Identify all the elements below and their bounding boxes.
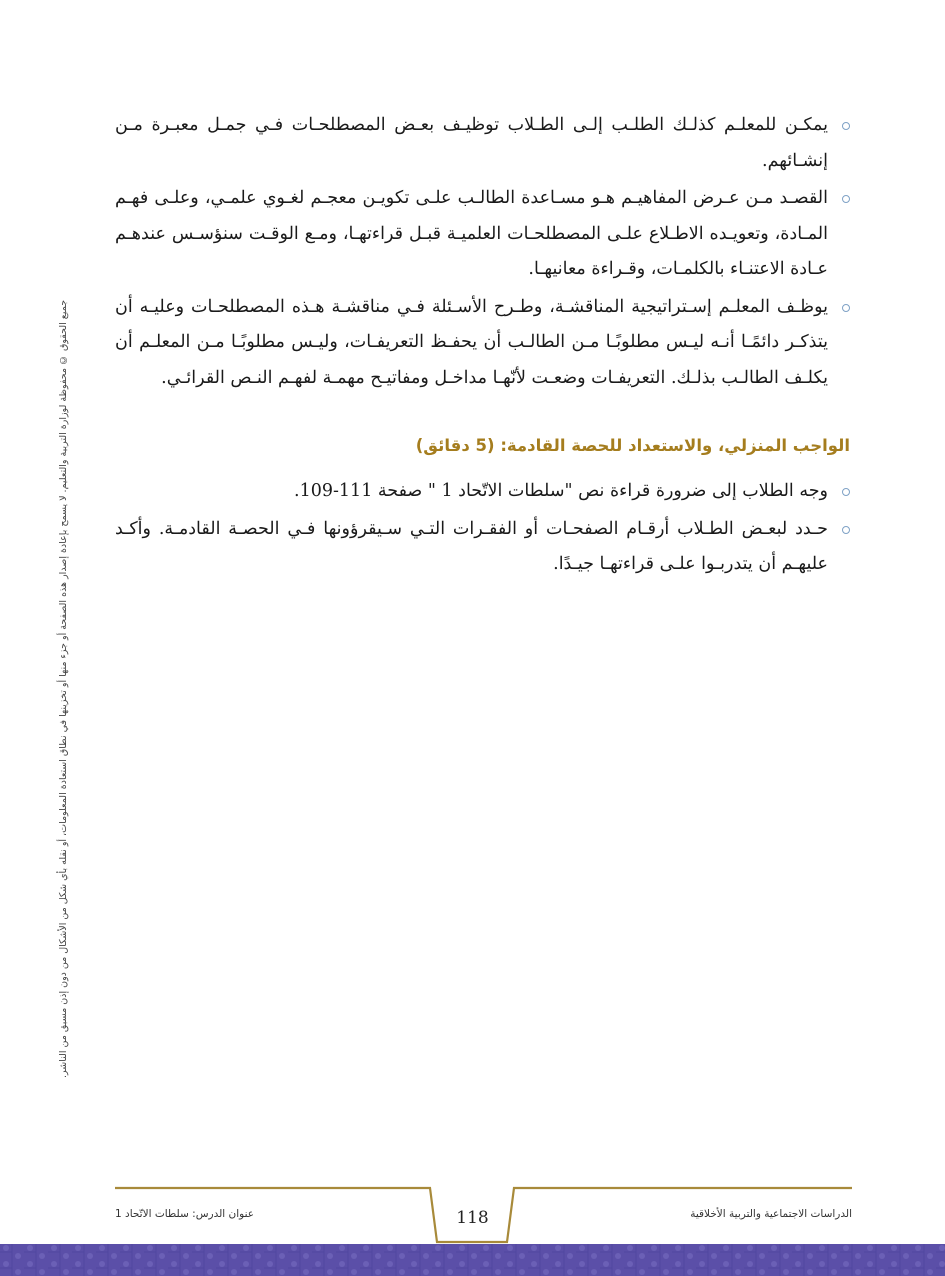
- main-content: [115, 108, 850, 585]
- list-item: [115, 290, 850, 397]
- bullet-circle-icon: [842, 195, 850, 203]
- list-item: [115, 181, 850, 288]
- list-item: [115, 108, 850, 179]
- bullet-circle-icon: [842, 526, 850, 534]
- bullet-circle-icon: [842, 304, 850, 312]
- subject-title: الدراسات الاجتماعية والتربية الأخلاقية: [690, 1208, 852, 1220]
- copyright-side-note: جميع الحقوق © محفوظة لوزارة التربية والتعليم. لا يسمح بإعادة إصدار هذه الصفحة أو جزء منها أو تخزينها في نطاق استعادة المعلومات، أو نقله بأي شكل من الأشكال من دون إذن مسبق من الناشر.: [58, 300, 69, 1079]
- list-item-text: يوظـف المعلـم إسـتراتيجية المناقشـة، وطـرح الأسـئلة فـي مناقشـة هـذه المصطلحـات وعليـه أن يتذكـر دائمًـا أنـه ليـس مطلوبًـا مـن الطالـب أن يحفـظ التعريفـات، وليـس مطلوبًـا مـن المعلـم أن يكلـف الطالـب بذلـك. التعريفـات وضعـت لأنّهـا مداخـل ومفاتيـح مهمـة لفهـم النـص القرائـي.: [115, 296, 828, 388]
- list-item-text: يمكـن للمعلـم كذلـك الطلـب إلـى الطـلاب توظيـف بعـض المصطلحـات فـي جمـل معبـرة مـن إنشـائهم.: [115, 115, 828, 171]
- list-item-text: حـدد لبعـض الطـلاب أرقـام الصفحـات أو الفقـرات التـي سـيقرؤونها فـي الحصـة القادمـة. وأكـد عليهـم أن يتدربـوا علـى قراءتهـا جيـدًا.: [115, 518, 828, 574]
- bullet-circle-icon: [842, 122, 850, 130]
- list-item: [115, 512, 850, 583]
- list-item: [115, 474, 850, 510]
- list-item-text: وجه الطلاب إلى ضرورة قراءة نص "سلطات الاتّحاد 1 " صفحة 111-109.: [294, 481, 828, 501]
- bullet-list-homework: [115, 474, 850, 583]
- bullet-list-top: [115, 108, 850, 396]
- decorative-band: [0, 1244, 945, 1276]
- page-number: 118: [456, 1208, 489, 1228]
- lesson-title: عنوان الدرس: سلطات الاتّحاد 1: [115, 1208, 255, 1220]
- homework-heading: الواجب المنزلي، والاستعداد للحصة القادمة: (5 دقائق): [415, 436, 850, 455]
- list-item-text: القصـد مـن عـرض المفاهيـم هـو مسـاعدة الطالـب علـى تكويـن معجـم لغـوي علمـي، وعلـى فهـم المـادة، وتعويـده الاطـلاع علـى المصطلحـات العلميـة قبـل قراءتهـا، ومـع الوقـت سنؤسـس عندهـم عـادة الاعتنـاء بالكلمـات، وقـراءة معانيهـا.: [115, 188, 828, 279]
- bullet-circle-icon: [842, 488, 850, 496]
